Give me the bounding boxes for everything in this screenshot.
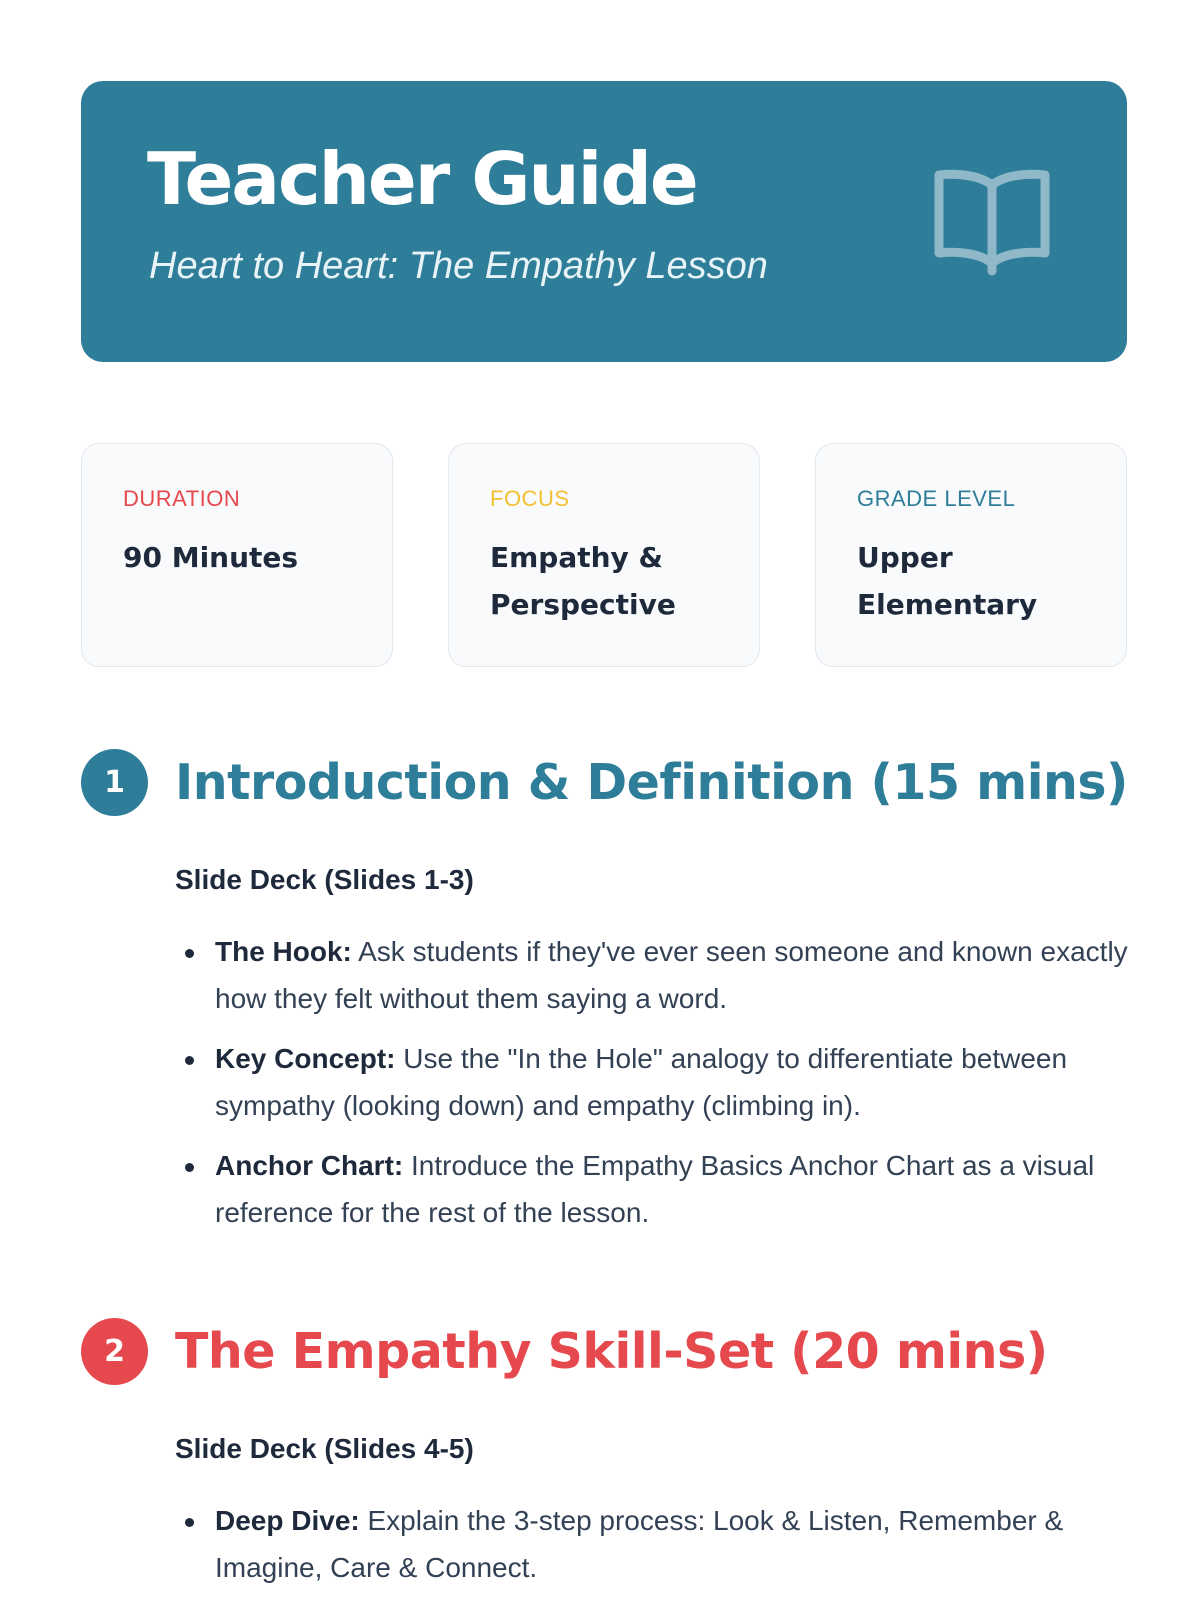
- grade-level-label: GRADE LEVEL: [857, 486, 1016, 511]
- focus-label: FOCUS: [490, 486, 570, 511]
- grade-level-value: Upper Elementary: [857, 541, 1038, 621]
- bullet-text: Use the "In the Hole" analogy to differentiate between sympathy (looking down) and empathy (climbing in).: [215, 1043, 1068, 1121]
- focus-value: Empathy & Perspective: [490, 541, 676, 621]
- bullet-text: Ask students if they've ever seen someone and known exactly how they felt without them saying a word.: [215, 936, 1128, 1014]
- section-number-badge: 2: [81, 1318, 148, 1385]
- page-subtitle: Heart to Heart: The Empathy Lesson: [149, 245, 768, 287]
- duration-label: DURATION: [123, 486, 241, 511]
- section-1-heading: [81, 749, 1181, 817]
- list-item: [175, 1142, 1135, 1236]
- page-title: Teacher Guide: [147, 137, 697, 221]
- section-2-subheading: Slide Deck (Slides 4-5): [175, 1433, 474, 1464]
- bullet-text: Introduce the Empathy Basics Anchor Chart as a visual reference for the rest of the lesson.: [215, 1150, 1095, 1228]
- bullet-term: Anchor Chart:: [215, 1150, 404, 1181]
- open-book-icon: [927, 163, 1057, 281]
- duration-value: 90 Minutes: [123, 541, 299, 574]
- section-1-bullets: [175, 928, 1135, 1249]
- lesson-info-cards: [81, 443, 1127, 667]
- grade-level-card: [815, 443, 1127, 667]
- bullet-term: Key Concept:: [215, 1043, 396, 1074]
- section-1-subheading: Slide Deck (Slides 1-3): [175, 864, 474, 895]
- list-item: [175, 1497, 1135, 1591]
- duration-card: [81, 443, 393, 667]
- section-2-heading: [81, 1318, 1181, 1386]
- list-item: [175, 1035, 1135, 1129]
- header-banner: [81, 81, 1127, 362]
- section-number-badge: 1: [81, 749, 148, 816]
- bullet-text: Explain the 3-step process: Look & Listen, Remember & Imagine, Care & Connect.: [215, 1505, 1064, 1583]
- section-2-bullets: [175, 1497, 1135, 1600]
- section-title: Introduction & Definition (15 mins): [175, 754, 1128, 811]
- bullet-term: The Hook:: [215, 936, 352, 967]
- focus-card: [448, 443, 760, 667]
- list-item: [175, 928, 1135, 1022]
- section-title: The Empathy Skill-Set (20 mins): [175, 1323, 1048, 1380]
- bullet-term: Deep Dive:: [215, 1505, 360, 1536]
